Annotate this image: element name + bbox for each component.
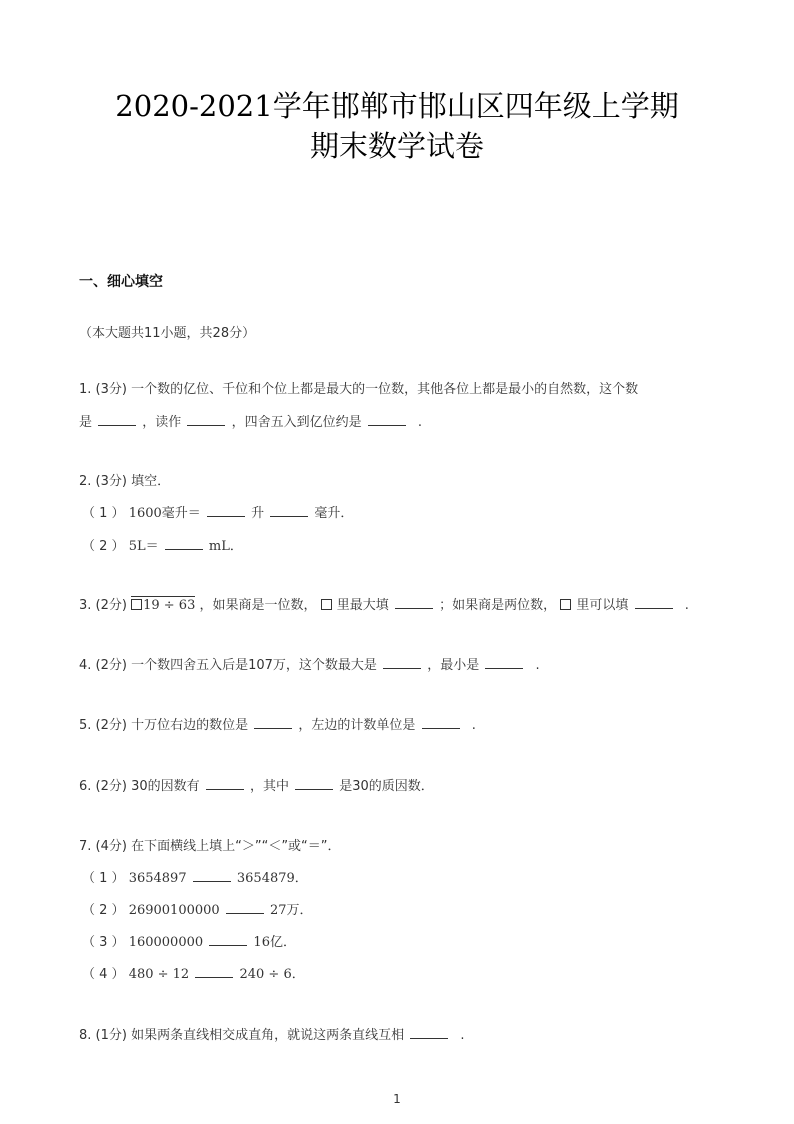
- question-5: [79, 714, 476, 733]
- question-text: ，如果商是一位数，: [199, 598, 317, 613]
- sub-label: （ 3 ）: [82, 935, 125, 950]
- question-score: (4分): [95, 839, 127, 854]
- question-number: 6.: [79, 779, 92, 794]
- answer-blank[interactable]: [422, 716, 460, 729]
- answer-blank[interactable]: [98, 413, 136, 426]
- question-text: 毫升．: [314, 506, 354, 521]
- question-text: 26900100000: [128, 903, 220, 918]
- question-number: 3.: [79, 598, 92, 613]
- question-text: ，其中: [249, 779, 289, 794]
- square-box-icon: [560, 599, 571, 610]
- question-text: 升: [251, 506, 265, 521]
- question-1-line-1: [79, 378, 638, 397]
- question-number: 7.: [79, 839, 92, 854]
- answer-blank[interactable]: [635, 596, 673, 609]
- question-7: [79, 835, 341, 854]
- question-score: (2分): [95, 598, 127, 613]
- sub-label: （ 2 ）: [82, 539, 125, 554]
- question-score: (2分): [95, 779, 127, 794]
- question-7-sub-4: [82, 963, 305, 982]
- question-text: .: [471, 718, 476, 733]
- question-text: 240 ÷ 6．: [239, 967, 305, 982]
- question-text: 是: [79, 415, 93, 430]
- answer-blank[interactable]: [485, 656, 523, 669]
- question-number: 1.: [79, 382, 92, 397]
- answer-blank[interactable]: [254, 716, 292, 729]
- question-text: 3654897: [128, 871, 187, 886]
- section-heading: 一、细心填空: [79, 274, 163, 290]
- question-text: 16亿．: [253, 935, 296, 950]
- expression-text: 19 ÷ 63: [143, 598, 196, 613]
- question-text: 一个数的亿位、千位和个位上都是最大的一位数，其他各位上都是最小的自然数，这个数: [131, 382, 639, 397]
- question-2-sub-1: [82, 502, 353, 521]
- question-7-sub-3: [82, 931, 296, 950]
- question-text: 如果两条直线相交成直角，就说这两条直线互相: [131, 1028, 405, 1043]
- question-text: .: [535, 658, 540, 673]
- question-text: 里可以填: [576, 598, 629, 613]
- question-text: 填空．: [131, 474, 171, 489]
- question-text: ，四舍五入到亿位约是: [231, 415, 362, 430]
- answer-blank[interactable]: [193, 869, 231, 882]
- sub-label: （ 1 ）: [82, 871, 125, 886]
- question-score: (2分): [95, 658, 127, 673]
- answer-blank[interactable]: [368, 413, 406, 426]
- question-text: 160000000: [128, 935, 204, 950]
- question-number: 5.: [79, 718, 92, 733]
- question-text: 一个数四舍五入后是107万，这个数最大是: [131, 658, 377, 673]
- question-text: ，读作: [142, 415, 182, 430]
- square-box-icon: [131, 599, 142, 610]
- question-text: 480 ÷ 12: [128, 967, 190, 982]
- section-note: （本大题共11小题，共28分）: [79, 326, 256, 341]
- question-1-line-2: [79, 411, 422, 430]
- question-text: .: [684, 598, 689, 613]
- question-text: ；如果商是两位数，: [439, 598, 557, 613]
- exam-title-line-2: 期末数学试卷: [309, 129, 484, 163]
- question-text: 27万．: [269, 903, 313, 918]
- question-text: 十万位右边的数位是: [131, 718, 249, 733]
- question-text: 是30的质因数．: [339, 779, 434, 794]
- sub-label: （ 2 ）: [82, 903, 125, 918]
- question-number: 4.: [79, 658, 92, 673]
- answer-blank[interactable]: [395, 596, 433, 609]
- answer-blank[interactable]: [209, 933, 247, 946]
- division-expression: [131, 596, 195, 613]
- question-score: (3分): [95, 382, 127, 397]
- question-score: (1分): [95, 1028, 127, 1043]
- answer-blank[interactable]: [226, 901, 264, 914]
- question-number: 8.: [79, 1028, 92, 1043]
- question-text: 5L＝: [128, 539, 159, 554]
- answer-blank[interactable]: [187, 413, 225, 426]
- question-number: 2.: [79, 474, 92, 489]
- question-text: .: [460, 1028, 465, 1043]
- question-2: [79, 470, 170, 489]
- question-4: [79, 654, 540, 673]
- question-6: [79, 775, 434, 794]
- question-7-sub-2: [82, 899, 313, 918]
- answer-blank[interactable]: [383, 656, 421, 669]
- answer-blank[interactable]: [295, 777, 333, 790]
- answer-blank[interactable]: [165, 537, 203, 550]
- question-8: [79, 1024, 465, 1043]
- question-text: ，最小是: [427, 658, 480, 673]
- question-text: 在下面横线上填上“＞”“＜”或“＝”．: [131, 839, 341, 854]
- answer-blank[interactable]: [270, 504, 308, 517]
- sub-label: （ 1 ）: [82, 506, 125, 521]
- question-text: .: [417, 415, 423, 430]
- question-3: [79, 594, 689, 613]
- question-score: (2分): [95, 718, 127, 733]
- answer-blank[interactable]: [195, 965, 233, 978]
- question-text: 30的因数有: [131, 779, 200, 794]
- answer-blank[interactable]: [410, 1026, 448, 1039]
- question-text: 3654879．: [236, 871, 308, 886]
- question-score: (3分): [95, 474, 127, 489]
- answer-blank[interactable]: [207, 504, 245, 517]
- square-box-icon: [321, 599, 332, 610]
- page-number: 1: [393, 1092, 401, 1106]
- question-7-sub-1: [82, 867, 308, 886]
- question-2-sub-2: [82, 535, 243, 554]
- question-text: mL．: [208, 539, 243, 554]
- answer-blank[interactable]: [206, 777, 244, 790]
- question-text: 1600毫升＝: [128, 506, 201, 521]
- question-text: 里最大填: [336, 598, 389, 613]
- sub-label: （ 4 ）: [82, 967, 125, 982]
- exam-title-line-1: 2020-2021学年邯郸市邯山区四年级上学期: [115, 89, 679, 123]
- question-text: ，左边的计数单位是: [298, 718, 416, 733]
